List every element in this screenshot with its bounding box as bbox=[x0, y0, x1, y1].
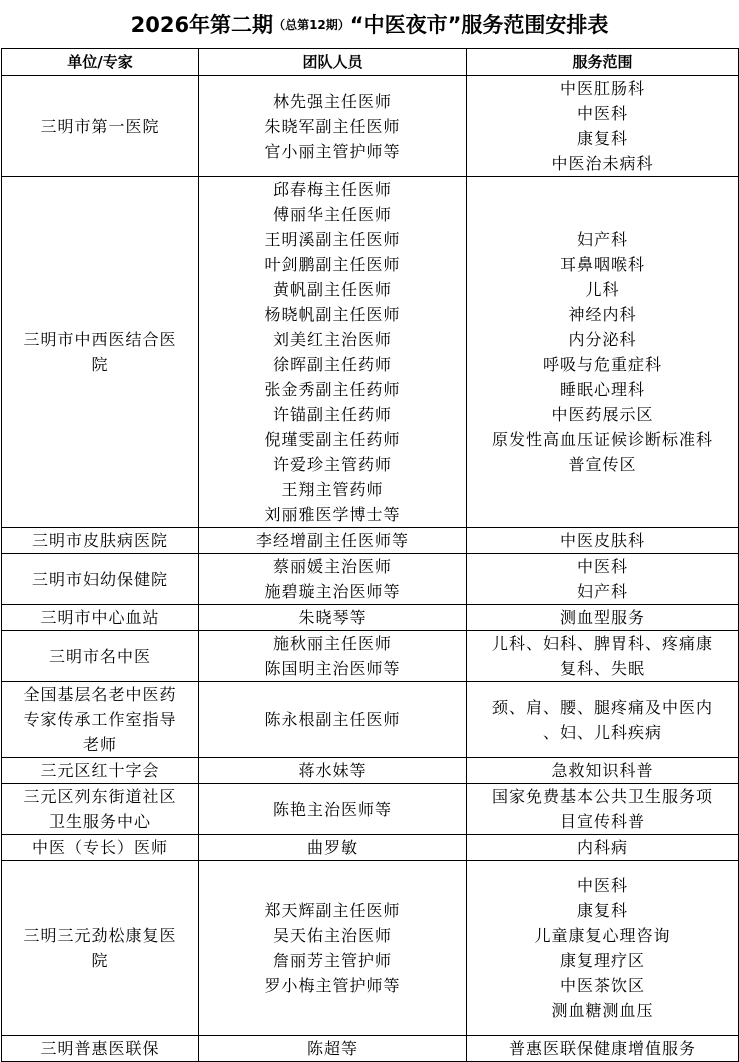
cell-unit bbox=[2, 682, 199, 758]
team-line: 蔡丽媛主治医师 bbox=[272, 557, 392, 576]
unit-line: 院 bbox=[91, 355, 109, 374]
scope-line: 睡眠心理科 bbox=[559, 380, 645, 399]
title-rest: “中医夜市”服务范围安排表 bbox=[349, 13, 609, 37]
unit-line: 老师 bbox=[82, 735, 117, 754]
cell-team bbox=[199, 835, 467, 861]
scope-line: 康复科 bbox=[576, 901, 628, 920]
unit-line: 三明市中心血站 bbox=[40, 608, 160, 627]
scope-line: 普宣传区 bbox=[568, 455, 637, 474]
title-main: 2026年第二期 bbox=[130, 13, 274, 37]
cell-team bbox=[199, 784, 467, 835]
scope-line: 中医科 bbox=[576, 876, 628, 895]
cell-scope bbox=[467, 784, 739, 835]
cell-scope bbox=[467, 682, 739, 758]
schedule-table bbox=[1, 48, 739, 1062]
team-line: 蒋水妹等 bbox=[298, 761, 367, 780]
team-line: 李经增副主任医师等 bbox=[255, 531, 409, 550]
scope-line: 妇产科 bbox=[576, 582, 628, 601]
unit-line: 专家传承工作室指导 bbox=[23, 710, 177, 729]
table-row bbox=[2, 554, 739, 605]
team-line: 张金秀副主任药师 bbox=[264, 380, 401, 399]
team-line: 傅丽华主任医师 bbox=[272, 205, 392, 224]
cell-team bbox=[199, 554, 467, 605]
team-line: 王明溪副主任医师 bbox=[264, 230, 401, 249]
team-line: 官小丽主管护师等 bbox=[264, 141, 401, 161]
scope-line: 中医治未病科 bbox=[551, 154, 654, 173]
cell-unit bbox=[2, 784, 199, 835]
unit-line: 三明市第一医院 bbox=[40, 116, 160, 136]
unit-line: 三元区列东街道社区 bbox=[23, 787, 177, 806]
scope-line: 中医科 bbox=[576, 104, 628, 123]
team-line: 朱晓军副主任医师 bbox=[264, 116, 401, 136]
cell-unit bbox=[2, 1036, 199, 1062]
team-line: 陈永根副主任医师 bbox=[264, 710, 401, 729]
scope-line: 测血型服务 bbox=[559, 608, 645, 627]
team-line: 邱春梅主任医师 bbox=[272, 180, 392, 199]
team-line: 罗小梅主管护师等 bbox=[264, 976, 401, 995]
cell-team bbox=[199, 758, 467, 784]
team-line: 施碧璇主治医师等 bbox=[264, 582, 401, 601]
scope-line: 儿科、妇科、脾胃科、疼痛康 bbox=[491, 634, 713, 653]
cell-scope bbox=[467, 1036, 739, 1062]
scope-line: 康复科 bbox=[576, 129, 628, 148]
table-body bbox=[2, 76, 739, 1062]
team-line: 吴天佑主治医师 bbox=[272, 926, 392, 945]
team-line: 许锚副主任药师 bbox=[272, 405, 392, 424]
scope-line: 内科病 bbox=[576, 838, 628, 857]
header-team: 团队人员 bbox=[199, 49, 467, 76]
cell-team bbox=[199, 528, 467, 554]
scope-line: 普惠医联保健康增值服务 bbox=[508, 1039, 696, 1058]
table-row bbox=[2, 861, 739, 1036]
scope-line: 神经内科 bbox=[568, 305, 637, 324]
table-row bbox=[2, 682, 739, 758]
scope-line: 内分泌科 bbox=[568, 330, 637, 349]
scope-line: 中医皮肤科 bbox=[559, 531, 645, 550]
unit-line: 三明市妇幼保健院 bbox=[31, 569, 168, 589]
page-title bbox=[0, 0, 739, 48]
scope-line: 中医茶饮区 bbox=[559, 976, 645, 995]
scope-line: 复科、失眠 bbox=[559, 659, 645, 678]
table-row bbox=[2, 1036, 739, 1062]
cell-scope bbox=[467, 177, 739, 528]
scope-line: 耳鼻咽喉科 bbox=[559, 255, 645, 274]
cell-team bbox=[199, 76, 467, 177]
scope-line: 中医肛肠科 bbox=[559, 79, 645, 98]
table-row bbox=[2, 605, 739, 631]
unit-line: 院 bbox=[91, 951, 109, 970]
team-line: 倪瑾雯副主任药师 bbox=[264, 430, 401, 449]
cell-scope bbox=[467, 631, 739, 682]
unit-line: 卫生服务中心 bbox=[48, 812, 151, 831]
unit-line: 三元区红十字会 bbox=[40, 761, 160, 780]
table-row bbox=[2, 758, 739, 784]
cell-unit bbox=[2, 177, 199, 528]
unit-line: 全国基层名老中医药 bbox=[23, 685, 177, 704]
cell-unit bbox=[2, 631, 199, 682]
team-line: 林先强主任医师 bbox=[272, 91, 392, 111]
team-line: 陈国明主治医师等 bbox=[264, 659, 401, 678]
scope-line: 中医科 bbox=[576, 557, 628, 576]
team-line: 陈超等 bbox=[306, 1039, 358, 1058]
cell-scope bbox=[467, 861, 739, 1036]
cell-team bbox=[199, 177, 467, 528]
team-line: 郑天辉副主任医师 bbox=[264, 901, 401, 920]
table-row bbox=[2, 177, 739, 528]
team-line: 陈艳主治医师等 bbox=[272, 799, 392, 819]
table-row bbox=[2, 835, 739, 861]
scope-line: 儿童康复心理咨询 bbox=[534, 926, 671, 945]
scope-line: 原发性高血压证候诊断标准科 bbox=[491, 430, 713, 449]
scope-line: 呼吸与危重症科 bbox=[542, 355, 662, 374]
scope-line: 国家免费基本公共卫生服务项 bbox=[491, 787, 713, 806]
unit-line: 三明市中西医结合医 bbox=[23, 330, 177, 349]
cell-scope bbox=[467, 758, 739, 784]
table-row bbox=[2, 784, 739, 835]
cell-team bbox=[199, 1036, 467, 1062]
unit-line: 三明市皮肤病医院 bbox=[31, 531, 168, 550]
cell-team bbox=[199, 605, 467, 631]
team-line: 徐晖副主任药师 bbox=[272, 355, 392, 374]
cell-scope bbox=[467, 554, 739, 605]
table-row bbox=[2, 528, 739, 554]
unit-line: 三明三元劲松康复医 bbox=[23, 926, 177, 945]
title-issue-number: （总第12期） bbox=[273, 17, 350, 32]
cell-scope bbox=[467, 835, 739, 861]
scope-line: 急救知识科普 bbox=[551, 761, 654, 780]
cell-unit bbox=[2, 758, 199, 784]
scope-line: 、妇、儿科疾病 bbox=[542, 722, 662, 742]
cell-team bbox=[199, 861, 467, 1036]
team-line: 刘丽雅医学博士等 bbox=[264, 505, 401, 524]
unit-line: 三明普惠医联保 bbox=[40, 1039, 160, 1058]
scope-line: 儿科 bbox=[585, 280, 620, 299]
table-row bbox=[2, 631, 739, 682]
scope-line: 中医药展示区 bbox=[551, 405, 654, 424]
team-line: 叶剑鹏副主任医师 bbox=[264, 255, 401, 274]
cell-unit bbox=[2, 554, 199, 605]
header-row bbox=[2, 49, 739, 76]
team-line: 朱晓琴等 bbox=[298, 608, 367, 627]
team-line: 施秋丽主任医师 bbox=[272, 634, 392, 653]
scope-line: 妇产科 bbox=[576, 230, 628, 249]
cell-team bbox=[199, 682, 467, 758]
cell-unit bbox=[2, 528, 199, 554]
cell-unit bbox=[2, 605, 199, 631]
team-line: 曲罗敏 bbox=[306, 838, 358, 857]
cell-team bbox=[199, 631, 467, 682]
unit-line: 三明市名中医 bbox=[48, 646, 151, 666]
team-line: 刘美红主治医师 bbox=[272, 330, 392, 349]
cell-scope bbox=[467, 76, 739, 177]
scope-line: 目宣传科普 bbox=[559, 812, 645, 831]
cell-unit bbox=[2, 861, 199, 1036]
cell-unit bbox=[2, 835, 199, 861]
scope-line: 颈、肩、腰、腿疼痛及中医内 bbox=[491, 697, 713, 717]
header-scope: 服务范围 bbox=[467, 49, 739, 76]
team-line: 许爱珍主管药师 bbox=[272, 455, 392, 474]
team-line: 王翔主管药师 bbox=[281, 480, 384, 499]
cell-scope bbox=[467, 605, 739, 631]
header-unit: 单位/专家 bbox=[2, 49, 199, 76]
scope-line: 测血糖测血压 bbox=[551, 1001, 654, 1020]
cell-scope bbox=[467, 528, 739, 554]
team-line: 詹丽芳主管护师 bbox=[272, 951, 392, 970]
unit-line: 中医（专长）医师 bbox=[31, 838, 168, 857]
team-line: 杨晓帆副主任医师 bbox=[264, 305, 401, 324]
table-row bbox=[2, 76, 739, 177]
cell-unit bbox=[2, 76, 199, 177]
team-line: 黄帆副主任医师 bbox=[272, 280, 392, 299]
scope-line: 康复理疗区 bbox=[559, 951, 645, 970]
